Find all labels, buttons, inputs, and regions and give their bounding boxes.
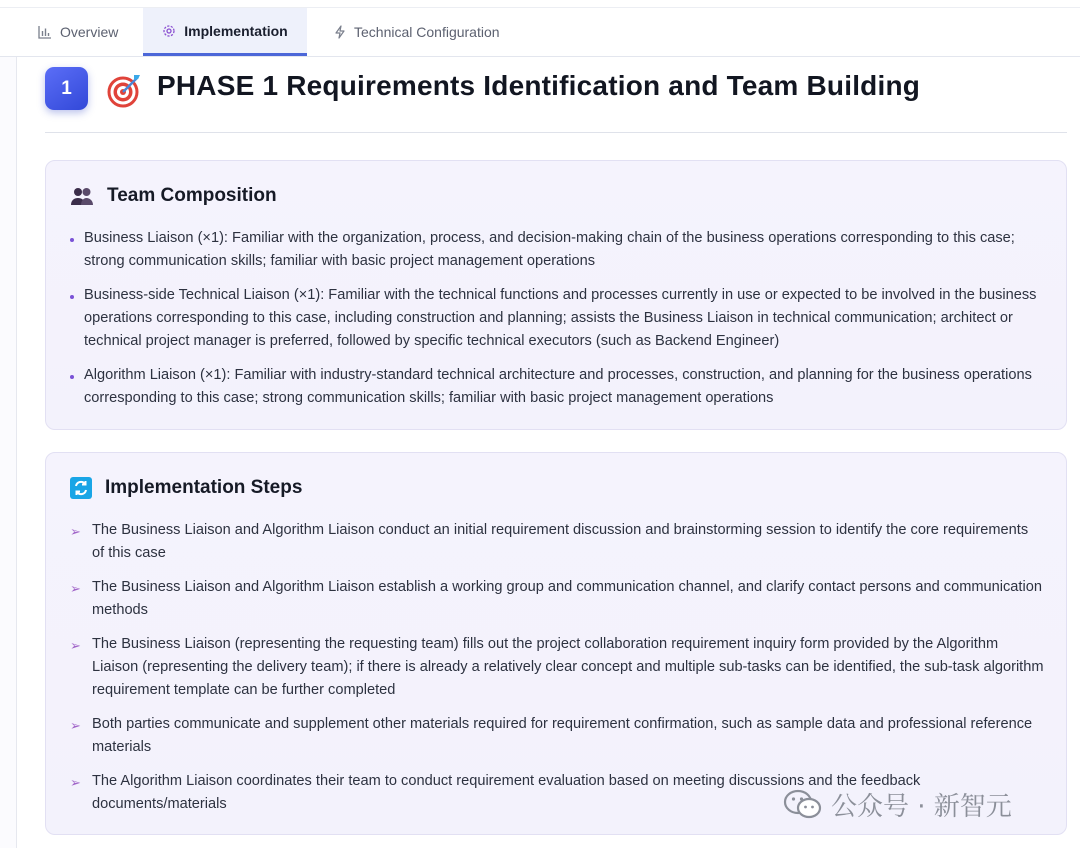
tab-bar [0,7,1080,57]
steps-list [70,519,1044,827]
bar-chart-icon [38,25,52,39]
phase-number-badge: 1 [45,67,88,110]
step-text: Both parties communicate and supplement other materials required for requirement confirmation, such as sample data and professional reference materials [92,716,1033,755]
phase-title: PHASE 1 Requirements Identification and Team Building [157,70,921,101]
tab-label: Technical Configuration [354,24,500,40]
tab-technical-configuration[interactable] [334,8,500,56]
refresh-icon [70,477,92,499]
arrow-bullet-icon: ➢ [70,718,81,733]
gear-icon [162,24,176,38]
arrow-bullet-icon: ➢ [70,775,81,790]
arrow-bullet-icon: ➢ [70,638,81,653]
arrow-bullet-icon: ➢ [70,581,81,596]
card-title: Team Composition [107,185,277,206]
card-title: Implementation Steps [105,477,303,498]
list-item [70,576,1044,622]
card-header [70,477,302,499]
list-item: Business-side Technical Liaison (×1): Familiar with the technical functions and processes currently in use or expected to be involved in the business operations corresponding to this case, including construction and planning; assists the Business Liaison in technical communication; architect or technical project manager is preferred, followed by specific technical executors (such as Backend Engineer) [70,284,1044,353]
tab-label: Implementation [184,22,288,39]
people-icon [70,186,94,206]
phase-header [45,67,1067,133]
watermark [783,786,1012,823]
lightning-icon [334,25,346,39]
implementation-steps-card [45,452,1067,835]
tab-label: Overview [60,24,119,40]
list-item: Business Liaison (×1): Familiar with the organization, process, and decision-making chain of the business operations corresponding to this case; strong communication skills; familiar with basic project management operations [70,227,1044,273]
list-item [70,713,1044,759]
tab-overview[interactable] [38,8,118,56]
left-rail [0,56,17,848]
list-item [70,633,1044,702]
team-composition-card [45,160,1067,430]
list-item [70,519,1044,565]
step-text: The Algorithm Liaison coordinates their team to conduct requirement evaluation based on meeting discussions and the feedback documents/materials [92,773,921,812]
watermark-text: 公众号 · 新智元 [831,792,1012,822]
step-text: The Business Liaison and Algorithm Liaison establish a working group and communication channel, and clarify contact persons and communication methods [92,579,1042,618]
step-text: The Business Liaison (representing the requesting team) fills out the project collaboration requirement inquiry form provided by the Algorithm Liaison (representing the delivery team); if there is already a relatively clear concept and multiple sub-tasks can be identified, the sub-task algorithm requirement template can be further completed [92,636,1044,698]
target-icon [107,72,143,108]
step-text: The Business Liaison and Algorithm Liaison conduct an initial requirement discussion and brainstorming session to identify the core requirements of this case [92,522,1029,561]
card-header [70,185,277,207]
team-list [70,227,1044,421]
tab-implementation[interactable] [143,8,307,56]
wechat-icon [783,789,823,821]
list-item: Algorithm Liaison (×1): Familiar with industry-standard technical architecture and processes, construction, and planning for the business operations corresponding to this case; strong communication skills; familiar with basic project management operations [70,364,1044,410]
arrow-bullet-icon: ➢ [70,524,81,539]
